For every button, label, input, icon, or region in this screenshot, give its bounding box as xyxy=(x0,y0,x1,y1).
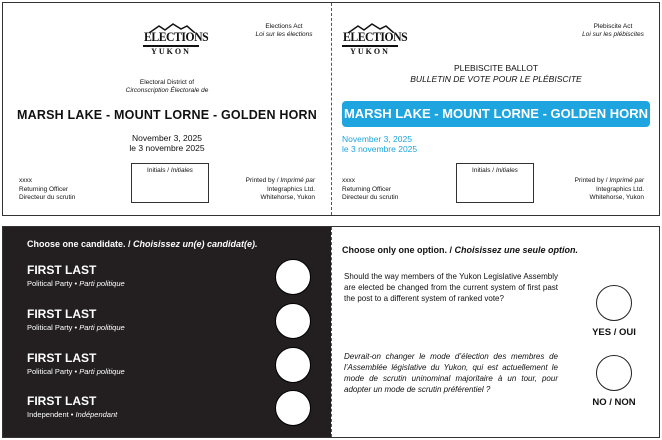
counterfoil-stub xyxy=(3,3,331,215)
ballot-voting-section xyxy=(2,226,660,438)
electoral-district-banner: MARSH LAKE - MOUNT LORNE - GOLDEN HORN xyxy=(342,101,650,127)
plebiscite-question-panel xyxy=(332,227,659,437)
candidate-name: FIRST LAST xyxy=(27,394,97,408)
question-french: Devrait-on changer le mode d’élection des membres de l’Assemblée législative du Yukon, qui est actuellement le mode de scrutin uninominal majoritaire à un tour, pour adopter un mode de scrutin préférentiel ? xyxy=(344,352,558,394)
candidate-name: FIRST LAST xyxy=(27,307,97,321)
election-date: November 3, 2025 le 3 novembre 2025 xyxy=(342,134,418,154)
no-vote-circle[interactable] xyxy=(596,355,632,391)
returning-officer: xxxx Returning Officer Directeur du scrutin xyxy=(342,177,399,201)
plebiscite-instruction: Choose only one option. / Choisissez une seule option. xyxy=(342,245,579,255)
election-date: November 3, 2025 le 3 novembre 2025 xyxy=(129,133,205,153)
candidate-party: Political Party • Parti politique xyxy=(27,279,125,288)
elections-yukon-logo: ELECTIONS YUKON xyxy=(340,23,400,57)
candidate-instruction: Choose one candidate. / Choisissez un(e) candidat(e). xyxy=(27,239,258,249)
printer-info: Printed by / Imprimé par Integraphics Ltd. Whitehorse, Yukon xyxy=(574,177,644,201)
candidate-4-vote-circle[interactable] xyxy=(275,390,311,426)
candidate-name: FIRST LAST xyxy=(27,351,97,365)
candidate-party: Political Party • Parti politique xyxy=(27,367,125,376)
yes-vote-circle[interactable] xyxy=(596,285,632,321)
candidate-panel xyxy=(3,227,331,437)
district-label: Electoral District of Circonscription Électorale de xyxy=(125,79,209,94)
plebiscite-ballot-header xyxy=(332,3,660,215)
candidate-party: Political Party • Parti politique xyxy=(27,323,125,332)
question-english: Should the way members of the Yukon Legislative Assembly are elected be changed from the current system of first past the post to a different system of ranked vote? xyxy=(344,272,558,303)
ballot-top-section xyxy=(2,2,660,216)
candidate-2-vote-circle[interactable] xyxy=(275,303,311,339)
electoral-district-name: MARSH LAKE - MOUNT LORNE - GOLDEN HORN xyxy=(17,108,317,122)
printer-info: Printed by / Imprimé par Integraphics Ltd. Whitehorse, Yukon xyxy=(245,177,315,201)
no-option-label: NO / NON xyxy=(592,397,636,408)
candidate-party: Independent • Indépendant xyxy=(27,410,118,419)
candidate-name: FIRST LAST xyxy=(27,263,97,277)
elections-yukon-logo: ELECTIONS YUKON xyxy=(141,23,201,57)
returning-officer: xxxx Returning Officer Directeur du scrutin xyxy=(19,177,76,201)
initials-box[interactable]: Initials / Initiales xyxy=(131,163,209,203)
act-reference: Elections Act Loi sur les élections xyxy=(255,23,313,38)
candidate-3-vote-circle[interactable] xyxy=(275,347,311,383)
yes-option-label: YES / OUI xyxy=(592,327,636,338)
initials-box[interactable]: Initials / Initiales xyxy=(456,163,534,203)
candidate-1-vote-circle[interactable] xyxy=(275,259,311,295)
act-reference: Plebiscite Act Loi sur les plébiscites xyxy=(582,23,644,38)
ballot-title: PLEBISCITE BALLOT BULLETIN DE VOTE POUR LE PLÉBISCITE xyxy=(410,63,582,84)
